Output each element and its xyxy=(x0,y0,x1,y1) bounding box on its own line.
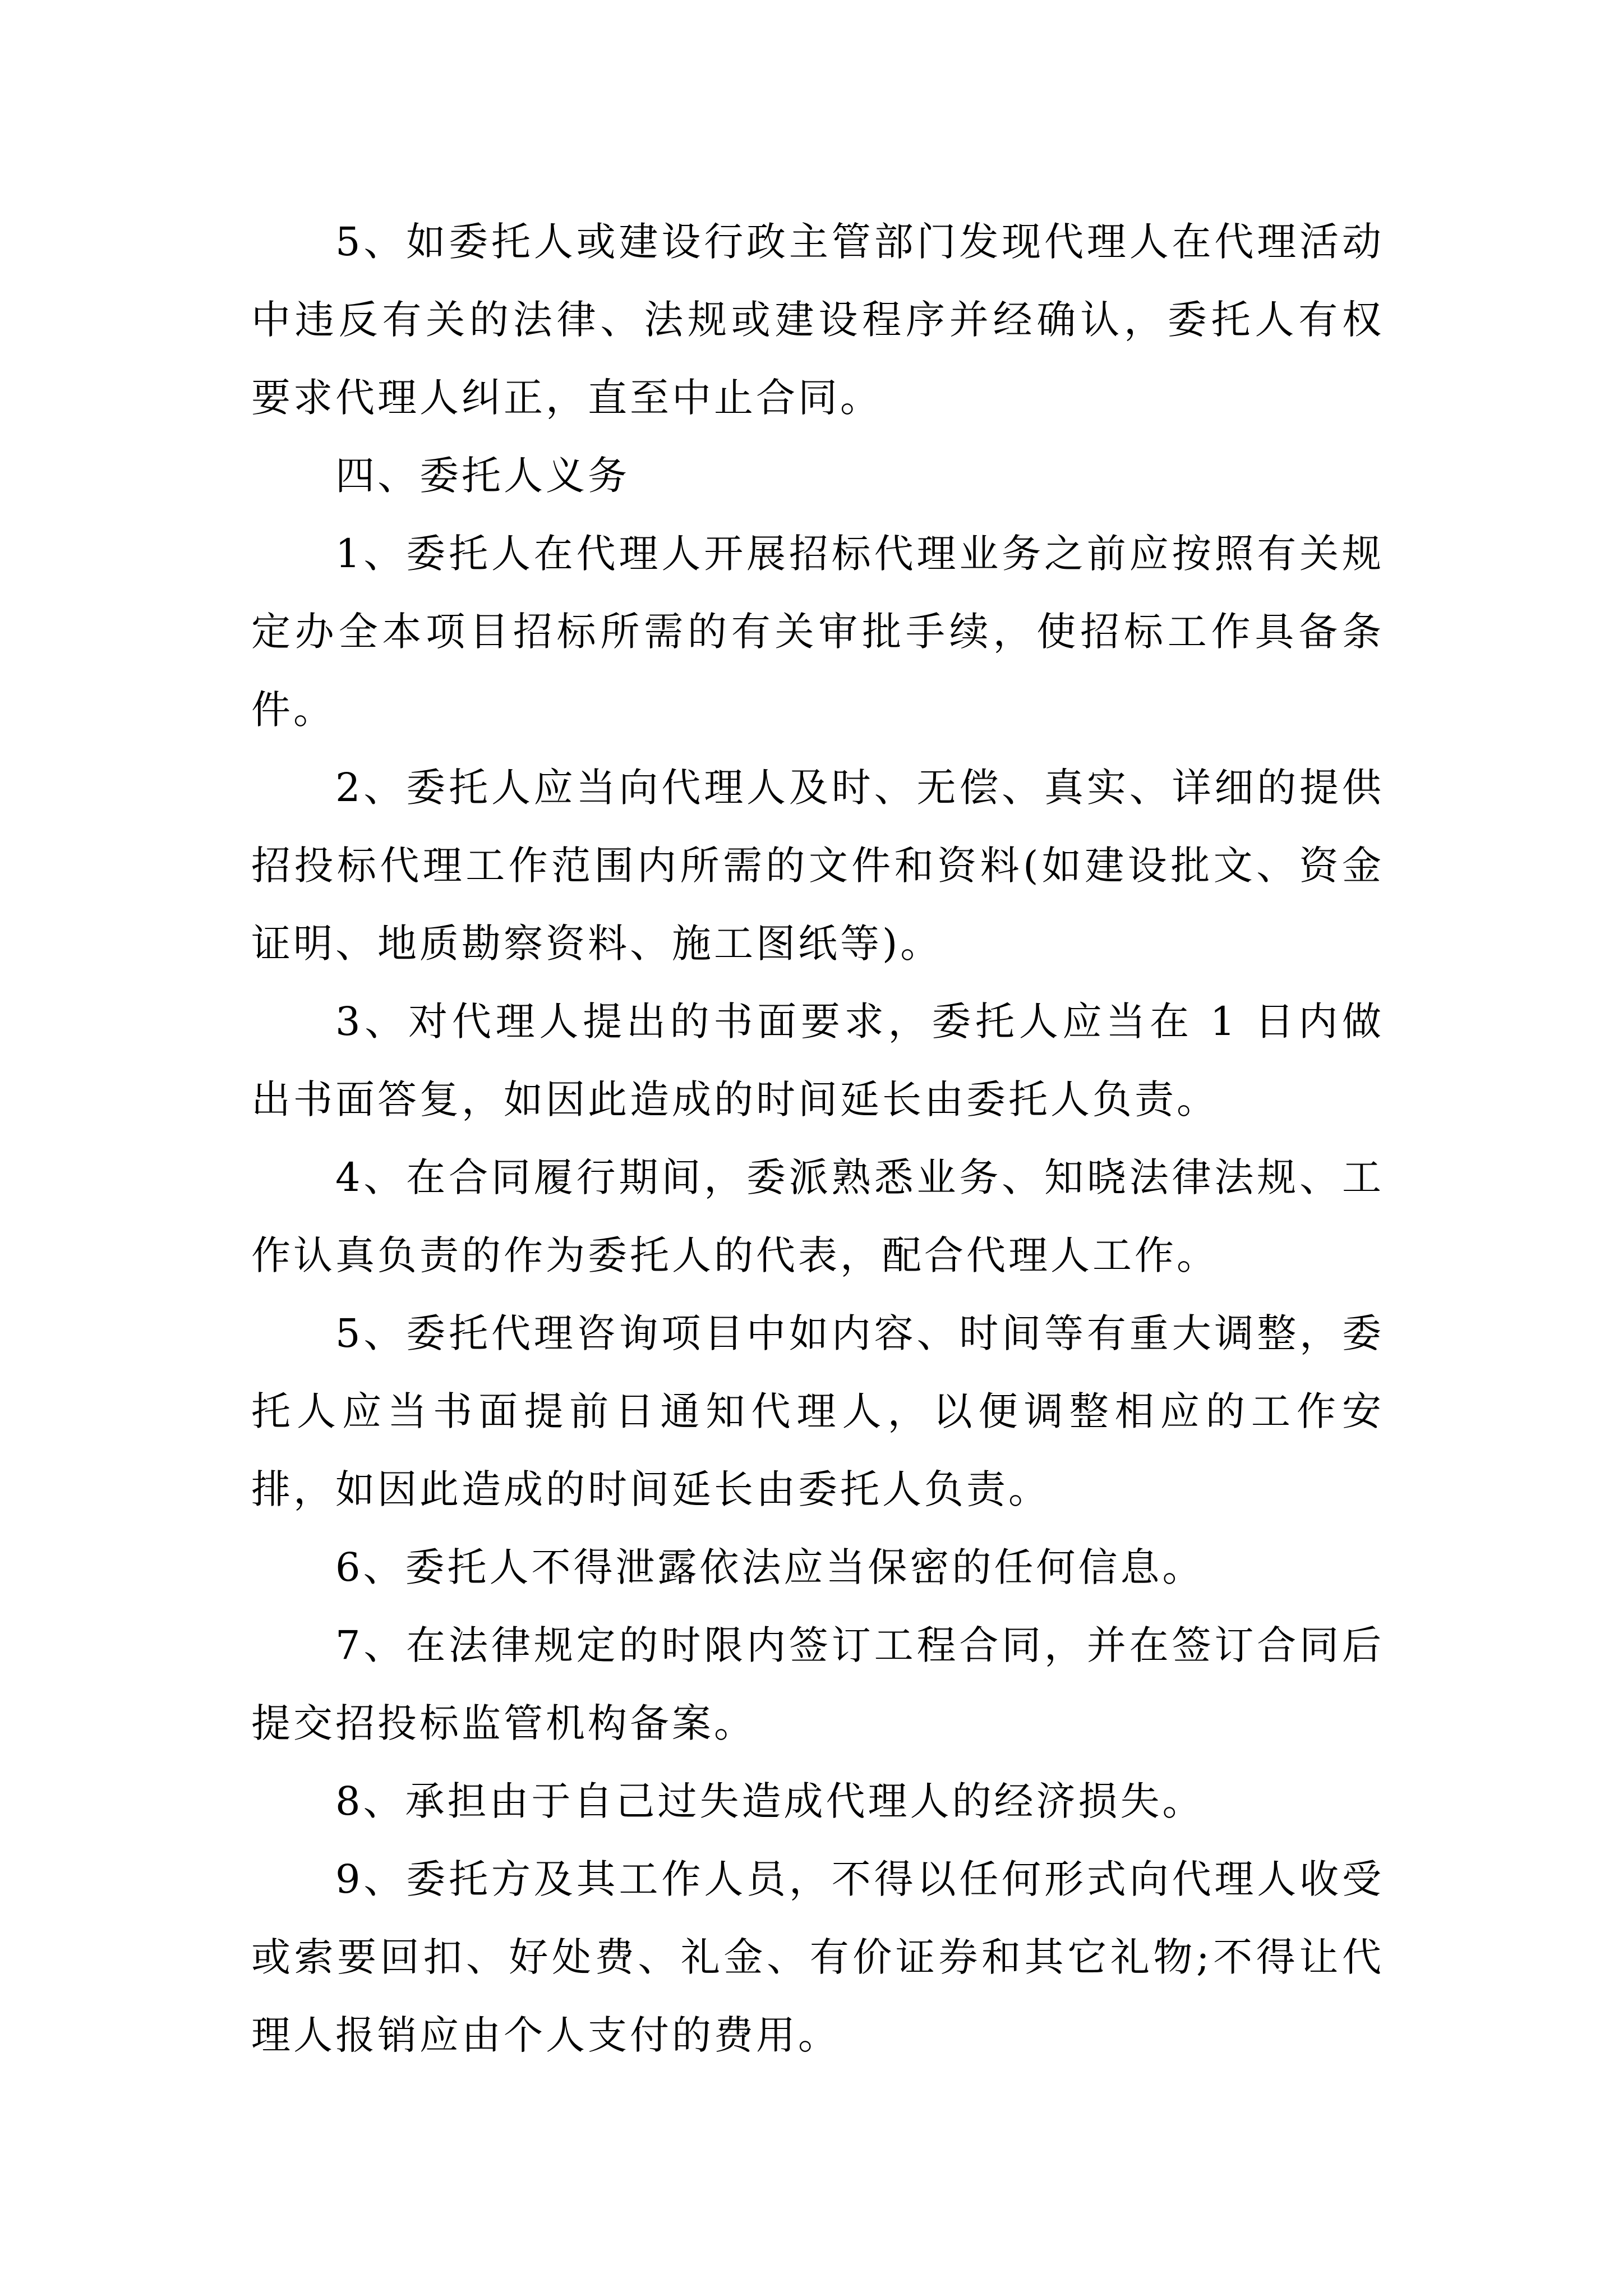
paragraph-clause-4-9: 9、委托方及其工作人员，不得以任何形式向代理人收受或索要回扣、好处费、礼金、有价证券和其它礼物;不得让代理人报销应由个人支付的费用。 xyxy=(251,1856,1384,2058)
paragraph-clause-4-5: 5、委托代理咨询项目中如内容、时间等有重大调整，委托人应当书面提前日通知代理人，以便调整相应的工作安排，如因此造成的时间延长由委托人负责。 xyxy=(251,1310,1384,1512)
paragraph-clause-4-4: 4、在合同履行期间，委派熟悉业务、知晓法律法规、工作认真负责的作为委托人的代表，配合代理人工作。 xyxy=(251,1154,1384,1278)
paragraph-clause-3-5: 5、如委托人或建设行政主管部门发现代理人在代理活动中违反有关的法律、法规或建设程序并经确认，委托人有权要求代理人纠正，直至中止合同。 xyxy=(251,219,1384,421)
paragraph-clause-4-6: 6、委托人不得泄露依法应当保密的任何信息。 xyxy=(335,1544,1205,1590)
paragraph-clause-4-7: 7、在法律规定的时限内签订工程合同，并在签订合同后提交招投标监管机构备案。 xyxy=(251,1622,1384,1746)
paragraph-clause-4-8: 8、承担由于自己过失造成代理人的经济损失。 xyxy=(335,1778,1205,1824)
section-heading-client-obligations: 四、委托人义务 xyxy=(335,453,630,499)
paragraph-clause-4-1: 1、委托人在代理人开展招标代理业务之前应按照有关规定办全本项目招标所需的有关审批手续，使招标工作具备条件。 xyxy=(251,531,1384,733)
paragraph-clause-4-2: 2、委托人应当向代理人及时、无偿、真实、详细的提供招投标代理工作范围内所需的文件和资料(如建设批文、资金证明、地质勘察资料、施工图纸等)。 xyxy=(251,765,1384,967)
paragraph-clause-4-3: 3、对代理人提出的书面要求，委托人应当在 1 日内做出书面答复，如因此造成的时间延长由委托人负责。 xyxy=(251,999,1384,1122)
document-body xyxy=(251,203,1384,2074)
